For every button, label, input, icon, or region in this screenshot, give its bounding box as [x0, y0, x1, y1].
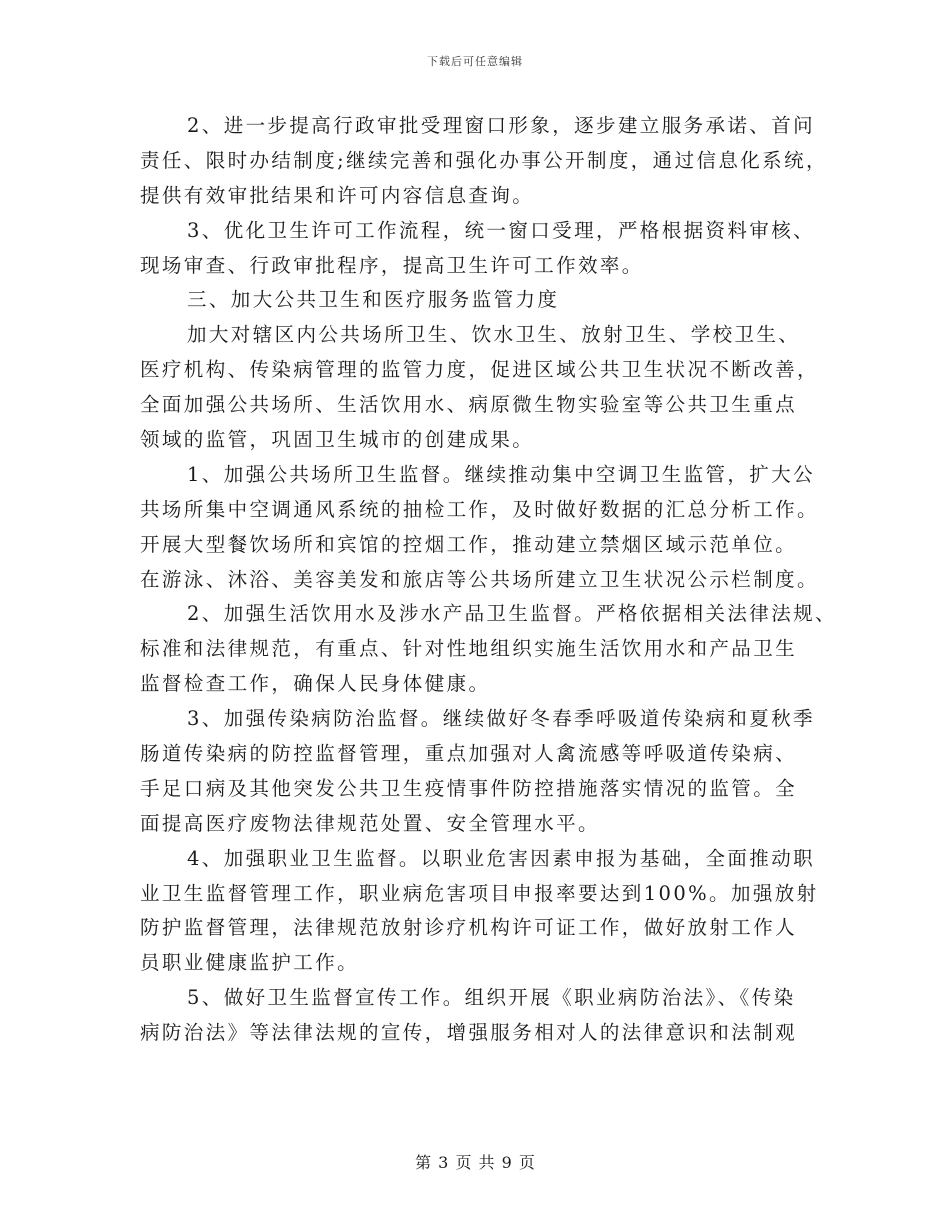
- text-line: 5、做好卫生监督宣传工作。组织开展《职业病防治法》、《传染: [187, 986, 796, 1010]
- text-line: 加大对辖区内公共场所卫生、饮水卫生、放射卫生、学校卫生、: [187, 323, 801, 347]
- document-body: [140, 109, 837, 1051]
- text-line: 病防治法》等法律法规的宣传，增强服务相对人的法律意识和法制观: [140, 1021, 798, 1045]
- text-line: 手足口病及其他突发公共卫生疫情事件防控措施落实情况的监管。全: [140, 776, 798, 800]
- text-line: 监督检查工作，确保人民身体健康。: [140, 672, 491, 696]
- text-line: 3、加强传染病防治监督。继续做好冬春季呼吸道传染病和夏秋季: [187, 707, 816, 731]
- text-line: 现场审查、行政审批程序，提高卫生许可工作效率。: [140, 253, 644, 277]
- text-line: 提供有效审批结果和许可内容信息查询。: [140, 183, 535, 207]
- text-line: 领域的监管，巩固卫生城市的创建成果。: [140, 428, 535, 452]
- text-line: 标准和法律规范，有重点、针对性地组织实施生活饮用水和产品卫生: [140, 637, 798, 661]
- text-line: 在游泳、沐浴、美容美发和旅店等公共场所建立卫生状况公示栏制度。: [140, 567, 819, 591]
- header-note: 下载后可任意编辑: [427, 55, 523, 68]
- text-line: 肠道传染病的防控监督管理，重点加强对人禽流感等呼吸道传染病、: [140, 742, 798, 766]
- text-line: 全面加强公共场所、生活饮用水、病原微生物实验室等公共卫生重点: [140, 393, 798, 417]
- text-line: 医疗机构、传染病管理的监管力度，促进区域公共卫生状况不断改善，: [140, 358, 819, 382]
- text-line: 4、加强职业卫生监督。以职业危害因素申报为基础，全面推动职: [187, 846, 816, 870]
- text-line: 业卫生监督管理工作，职业病危害项目申报率要达到100%。加强放射: [140, 881, 819, 905]
- text-line: 防护监督管理，法律规范放射诊疗机构许可证工作，做好放射工作人: [140, 916, 798, 940]
- page-number: 第 3 页 共 9 页: [415, 1153, 535, 1172]
- text-line: 3、优化卫生许可工作流程，统一窗口受理，严格根据资料审核、: [187, 218, 816, 242]
- text-line: 2、加强生活饮用水及涉水产品卫生监督。严格依据相关法律法规、: [187, 602, 837, 626]
- text-line: 责任、限时办结制度;继续完善和强化办事公开制度，通过信息化系统，: [140, 148, 828, 172]
- text-line: 开展大型餐饮场所和宾馆的控烟工作，推动建立禁烟区域示范单位。: [140, 532, 798, 556]
- text-line: 1、加强公共场所卫生监督。继续推动集中空调卫生监管，扩大公: [187, 462, 816, 486]
- text-line: 2、进一步提高行政审批受理窗口形象，逐步建立服务承诺、首问: [187, 114, 816, 137]
- text-line: 员职业健康监护工作。: [140, 951, 360, 975]
- text-line: 面提高医疗废物法律规范处置、安全管理水平。: [140, 811, 600, 835]
- section-heading: 三、加大公共卫生和医疗服务监管力度: [187, 288, 560, 312]
- text-line: 共场所集中空调通风系统的抽检工作，及时做好数据的汇总分析工作。: [140, 497, 819, 521]
